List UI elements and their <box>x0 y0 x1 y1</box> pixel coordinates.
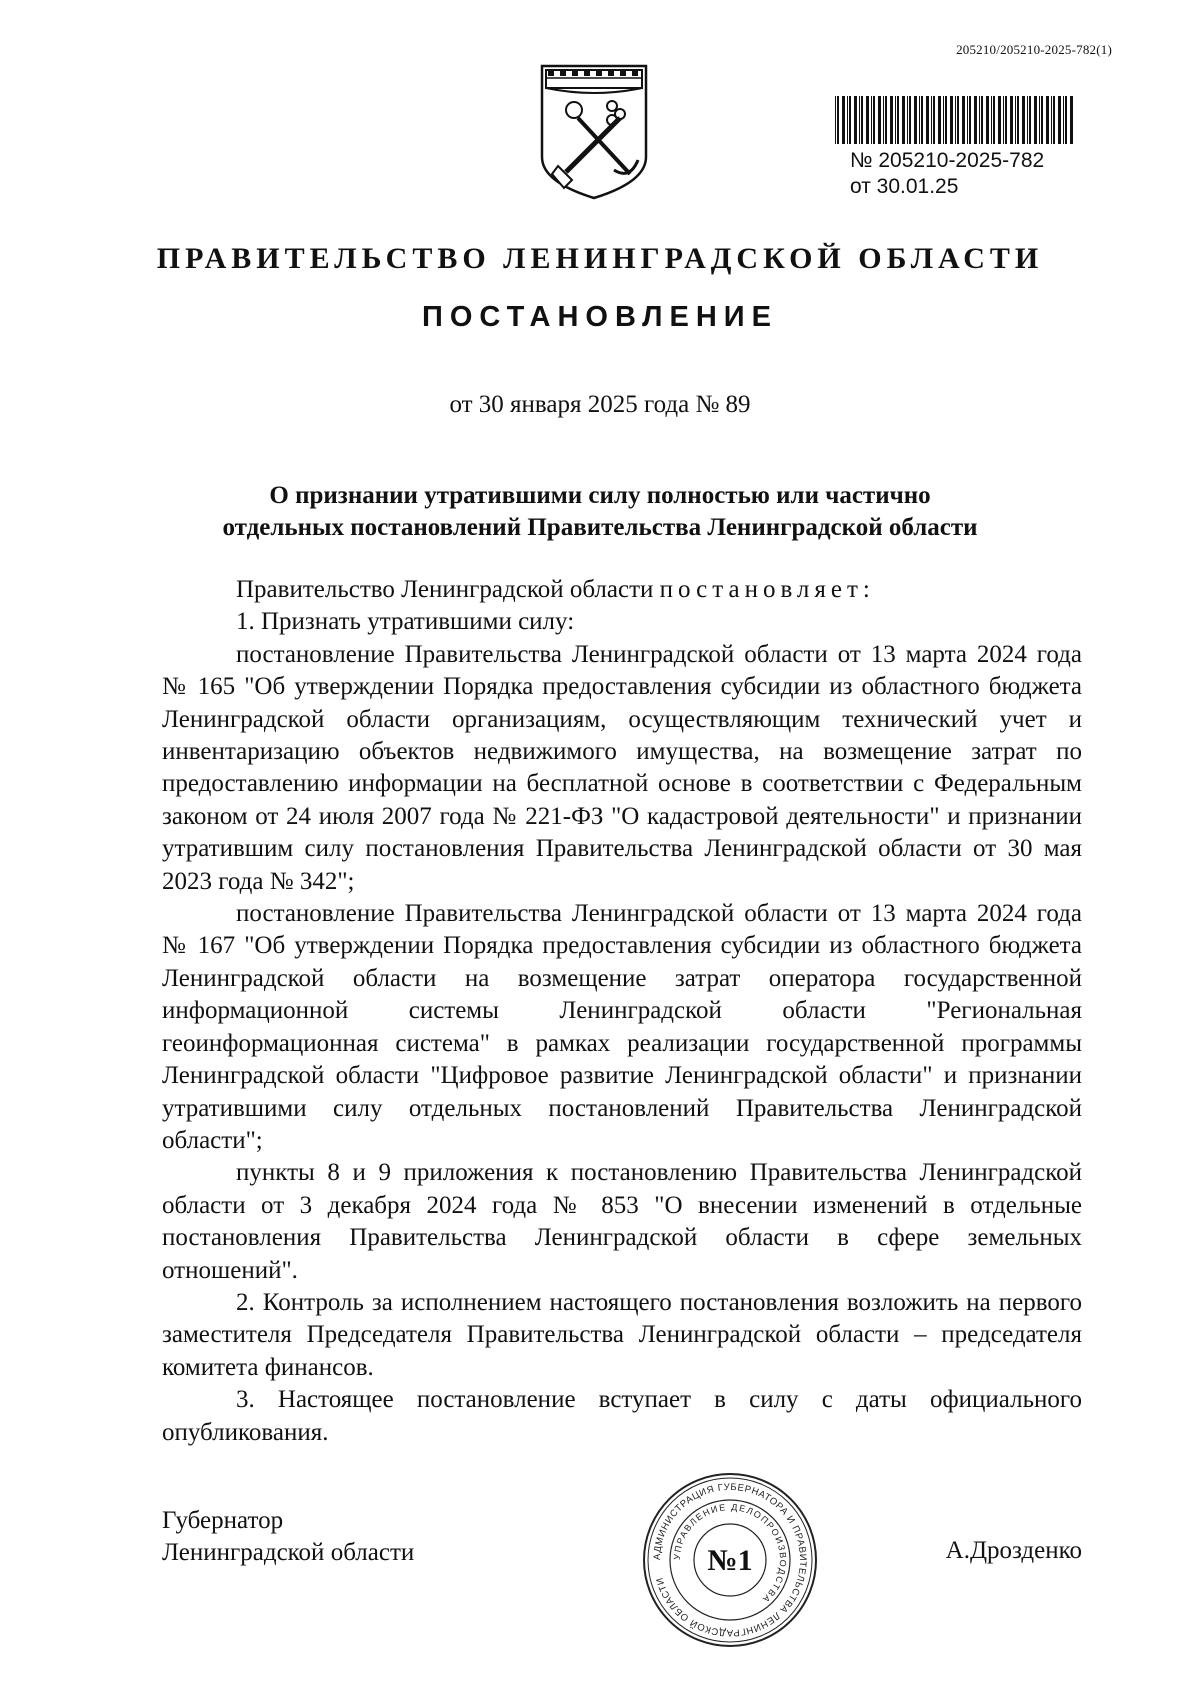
barcode-bar <box>931 96 932 144</box>
barcode-bar <box>871 96 872 144</box>
barcode-bar <box>1010 96 1013 144</box>
subject-line: О признании утратившими силу полностью или частично <box>269 482 931 509</box>
barcode-bar <box>969 96 971 144</box>
barcode-bar <box>885 96 887 144</box>
barcode-bar <box>1005 96 1007 144</box>
signatory-position <box>162 1505 414 1569</box>
barcode-bar <box>950 96 953 144</box>
barcode-bar <box>849 96 851 144</box>
barcode-bar <box>974 96 977 144</box>
barcode-bar <box>1015 96 1016 144</box>
registration-number: № 205210-2025-782 <box>850 149 1045 172</box>
paragraph-1a: постановление Правительства Ленинградской области от 13 марта 2024 года № 165 "Об утверждении Порядка предоставления субсидии из областного бюджета Ленинградской области организациям, осуществляющим технический учет и инвентаризацию объектов недвижимого имущества, на возмещение затрат по предоставлению информации на бесплатной основе в соответствии с Федеральным законом от 24 июля 2007 года № 221-ФЗ "О кадастровой деятельности" и признании утратившим силу постановления Правительства Ленинградской области от 30 мая 2023 года № 342"; <box>162 640 1082 895</box>
coat-of-arms-icon <box>538 62 650 202</box>
barcode-bar <box>979 96 980 144</box>
barcode-bar <box>847 96 848 144</box>
barcode-bar <box>1046 96 1049 144</box>
barcode-bar <box>981 96 983 144</box>
paragraph-3: 3. Настоящее постановление вступает в силу с даты официального опубликования. <box>162 1386 1082 1446</box>
barcode-bar <box>1053 96 1055 144</box>
signatory-position-line: Ленинградской области <box>162 1539 415 1566</box>
barcode-bar <box>962 96 965 144</box>
intro-paragraph <box>162 574 1082 606</box>
paragraph-1b: постановление Правительства Ленинградской области от 13 марта 2024 года № 167 "Об утверждении Порядка предоставления субсидии из областного бюджета Ленинградской области на возмещение затрат оператора государственной информационной системы Ленинградской области "Региональная геоинформационная система" в рамках реализации государственной программы Ленинградской области "Цифровое развитие Ленинградской области" и признании утратившими силу отдельных постановлений Правительства Ленинградской области"; <box>162 900 1082 1154</box>
barcode-bar <box>873 96 875 144</box>
barcode-bar <box>854 96 857 144</box>
barcode-bar <box>837 96 839 144</box>
document-date-number: от 30 января 2025 года № 89 <box>449 391 751 418</box>
intro-decree-word: постановляет: <box>659 576 875 603</box>
barcode-bar <box>943 96 944 144</box>
barcode-bar <box>878 96 881 144</box>
barcode-bar <box>998 96 1001 144</box>
official-seal-icon <box>640 1470 820 1650</box>
signatory-name: А.Дрозденко <box>945 1537 1082 1564</box>
barcode-bar <box>1029 96 1031 144</box>
barcode-bar <box>1041 96 1043 144</box>
barcode-bar <box>835 96 836 144</box>
barcode-bar <box>919 96 920 144</box>
barcode-bar <box>986 96 989 144</box>
barcode-bar <box>897 96 899 144</box>
barcode-bar <box>1022 96 1025 144</box>
paragraph-2: 2. Контроль за исполнением настоящего постановления возложить на первого заместителя Председателя Правительства Ленинградской области – председателя комитета финансов. <box>162 1288 1082 1381</box>
barcode-bar <box>938 96 941 144</box>
barcode-bar <box>1027 96 1028 144</box>
barcode-bar <box>1003 96 1004 144</box>
barcode-bar <box>1058 96 1061 144</box>
barcode-bar <box>945 96 947 144</box>
registration-block <box>850 148 1044 200</box>
barcode-bar <box>907 96 908 144</box>
barcode-bar <box>991 96 992 144</box>
document-type: ПОСТАНОВЛЕНИЕ <box>422 301 778 333</box>
barcode-bar <box>1063 96 1064 144</box>
barcode-bar <box>921 96 923 144</box>
government-title: ПРАВИТЕЛЬСТВО ЛЕНИНГРАДСКОЙ ОБЛАСТИ <box>156 242 1044 275</box>
barcode-bar <box>957 96 959 144</box>
barcode-icon <box>835 96 1075 144</box>
barcode-bar <box>842 96 845 144</box>
barcode-bar <box>883 96 884 144</box>
barcode-bar <box>859 96 860 144</box>
barcode-bar <box>1070 96 1073 144</box>
barcode-bar <box>993 96 995 144</box>
paragraph-1c: пункты 8 и 9 приложения к постановлению Правительства Ленинградской области от 3 декабря 2024 года № 853 "О внесении изменений в отдельные постановления Правительства Ленинградской области в сфере земельных отношений". <box>162 1159 1082 1284</box>
barcode-bar <box>909 96 911 144</box>
paragraph-1: 1. Признать утратившими силу: <box>236 608 575 636</box>
barcode-bar <box>1065 96 1067 144</box>
barcode-bar <box>1051 96 1052 144</box>
barcode-bar <box>895 96 896 144</box>
barcode-bar <box>955 96 956 144</box>
seal-number: №1 <box>707 1544 753 1577</box>
document-body <box>162 574 1082 1449</box>
barcode-bar <box>1034 96 1037 144</box>
seal-ring-text: АДМИНИСТРАЦИЯ ГУБЕРНАТОРА И ПРАВИТЕЛЬСТВА ЛЕНИНГРАДСКОЙ ОБЛАСТИ <box>651 1481 809 1639</box>
barcode-bar <box>902 96 905 144</box>
signatory-position-line: Губернатор <box>162 1507 284 1534</box>
barcode-bar <box>861 96 863 144</box>
subject-line: отдельных постановлений Правительства Ленинградской области <box>222 514 978 541</box>
intro-lead: Правительство Ленинградской области <box>236 576 654 603</box>
barcode-bar <box>890 96 893 144</box>
document-id: 205210/205210-2025-782(1) <box>956 42 1112 57</box>
seal-inner-text: УПРАВЛЕНИЕ ДЕЛОПРОИЗВОДСТВА <box>671 1501 789 1606</box>
barcode-bar <box>933 96 935 144</box>
document-subject <box>0 480 1200 544</box>
barcode-bar <box>914 96 917 144</box>
registration-date: от 30.01.25 <box>850 175 959 198</box>
barcode-bar <box>926 96 929 144</box>
barcode-bar <box>1017 96 1019 144</box>
barcode-bar <box>866 96 869 144</box>
barcode-bar <box>967 96 968 144</box>
barcode-bar <box>1039 96 1040 144</box>
